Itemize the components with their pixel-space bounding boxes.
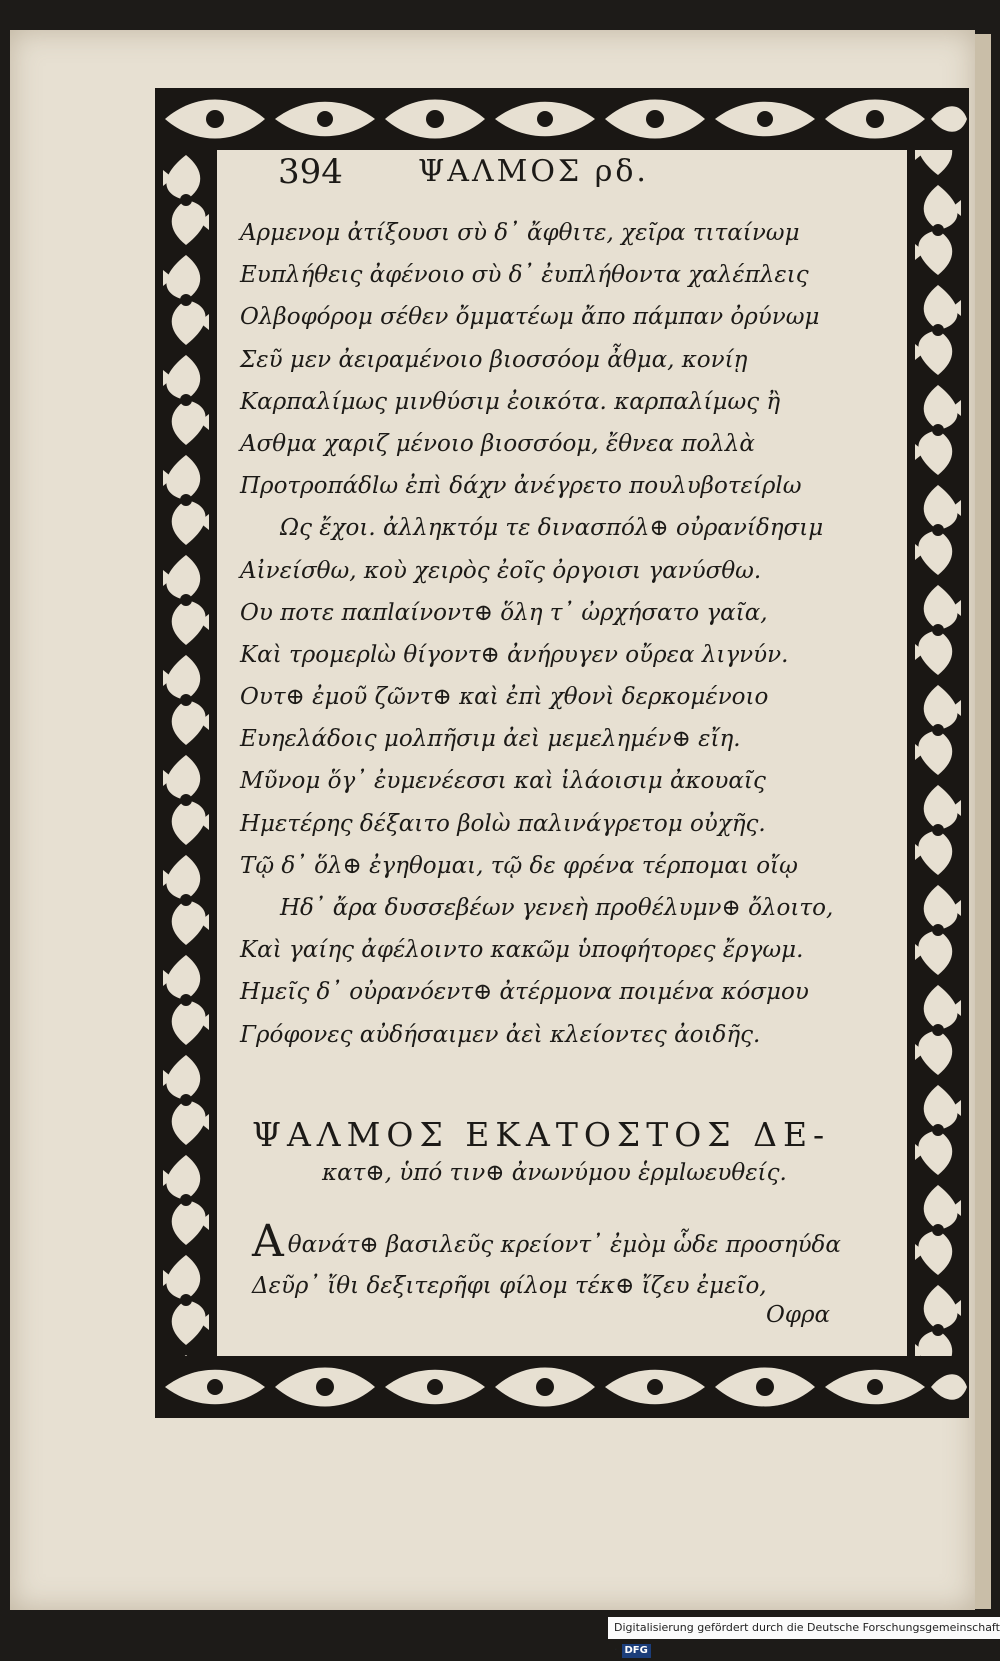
verse-line: Καὶ γαίης ἀφέλοιντο κακῶμ ὑποφήτορες ἔργωμ. (240, 937, 804, 964)
opening-line-1-text: θανάτ⊕ βασιλεῦς κρείοντ᾽ ἐμὸμ ὧδε προσηύδα (287, 1232, 841, 1258)
footer-text: Digitalisierung gefördert durch die Deutsche Forschungsgemeinschaft · (614, 1621, 1000, 1656)
ornament-band-top (155, 88, 969, 150)
verse-line: Τῷ δ᾽ ὅλ⊕ ἐγηθομαι, τῷ δε φρένα τέρπομαι οἴῳ (240, 852, 798, 879)
verse-line: Ευηελάδοις μολπῆσιμ ἀεὶ μεμελημέν⊕ εἴη. (240, 726, 741, 753)
verse-line: Σεῦ μεν ἀειραμένοιο βιοσσόομ ἆθμα, κονίῃ (240, 346, 748, 373)
ornament-bottom-svg (155, 1356, 969, 1418)
ornament-band-left (155, 150, 217, 1356)
verse-line: Ευπλήθεις ἀφένοιο σὺ δ᾽ ἐυπλήθοντα χαλέπλεις (240, 262, 809, 289)
verse-text (240, 212, 880, 1056)
opening-line-1 (252, 1216, 872, 1267)
verse-line: Μῦνομ ὅγ᾽ ἐυμενέεσσι καὶ ἱλάοισιμ ἀκουαῖς (240, 768, 766, 795)
ornament-band-bottom (155, 1356, 969, 1418)
dfg-logo: DFG (622, 1644, 651, 1658)
ornament-band-right (907, 150, 969, 1356)
initial-letter: Α (252, 1216, 284, 1267)
verse-line: Ου ποτε παπlαίνοντ⊕ ὅλη τ᾽ ὠρχήσατο γαῖα, (240, 599, 768, 626)
verse-line: Ημετέρης δέξαιτο βοlὼ παλινάγρετομ οὐχῆς. (240, 810, 766, 837)
page-edge (975, 34, 991, 1609)
verse-line: Ουτ⊕ ἐμοῦ ζῶντ⊕ καὶ ἐπὶ χθονὶ δερκομένοιο (240, 684, 769, 711)
psalm-title: ΨΑΛΜΟΣ ΕΚΑΤΟΣΤΟΣ ΔΕ- (252, 1115, 831, 1154)
verse-line: Προτροπάδlω ἐπὶ δάχν ἀνέγρετο πουλυβοτείρlω (240, 473, 802, 500)
verse-line: Αἰνείσθω, κοὺ χειρὸς ἐοῖς ὀργοισι γανύσθω. (240, 557, 762, 584)
verse-line: Ημεῖς δ᾽ οὐρανόεντ⊕ ἀτέρμονα ποιμένα κόσμου (240, 979, 809, 1006)
verse-line: Καὶ τρομερlὼ θίγοντ⊕ ἀνήρυγεν οὔρεα λιγνύν. (240, 641, 789, 668)
running-header (278, 150, 698, 196)
psalm-heading (252, 1115, 867, 1186)
verse-line: Καρπαλίμως μινθύσιμ ἐοικότα. καρπαλίμως ἢ (240, 388, 781, 415)
verse-line: Ολβοφόρομ σέθεν ὄμματέωμ ἄπο πάμπαν ὀρύνωμ (240, 304, 820, 331)
running-title: ΨΑΛΜΟΣ ρδ. (418, 154, 649, 189)
verse-line: Ηδ᾽ ἄρα δυσσεβέων γενεὴ προθέλυμν⊕ ὄλοιτο, (280, 895, 834, 921)
verse-line: Ασθμα χαριζ μένοιο βιοσσόομ, ἔθνεα πολλὰ (240, 430, 755, 457)
ornament-right-svg (907, 150, 969, 1356)
psalm-opening (252, 1216, 872, 1308)
opening-line-2: Δεῦρ᾽ ἴθι δεξιτερῆφι φίλομ τέκ⊕ ἴζευ ἐμεῖο, (252, 1273, 767, 1299)
ornament-top-svg (155, 88, 969, 150)
verse-line: Γρόφονες αὐδήσαιμεν ἀεὶ κλείοντες ἀοιδῆς. (240, 1021, 761, 1048)
verse-line: Αρμενομ ἀτίξουσι σὺ δ᾽ ἄφθιτε, χεῖρα τιταίνωμ (240, 220, 800, 246)
ornament-left-svg (155, 150, 217, 1356)
digitization-footer (608, 1617, 1000, 1656)
catchword: Οφρα (766, 1302, 831, 1328)
page-number: 394 (278, 152, 343, 192)
verse-line: Ως ἔχοι. ἀλληκτόμ τε δινασπόλ⊕ οὐρανίδησιμ (280, 515, 824, 542)
psalm-subtitle: κατ⊕, ὑπό τιν⊕ ἀνωνύμου ἑρμlωευθείς. (322, 1160, 787, 1186)
